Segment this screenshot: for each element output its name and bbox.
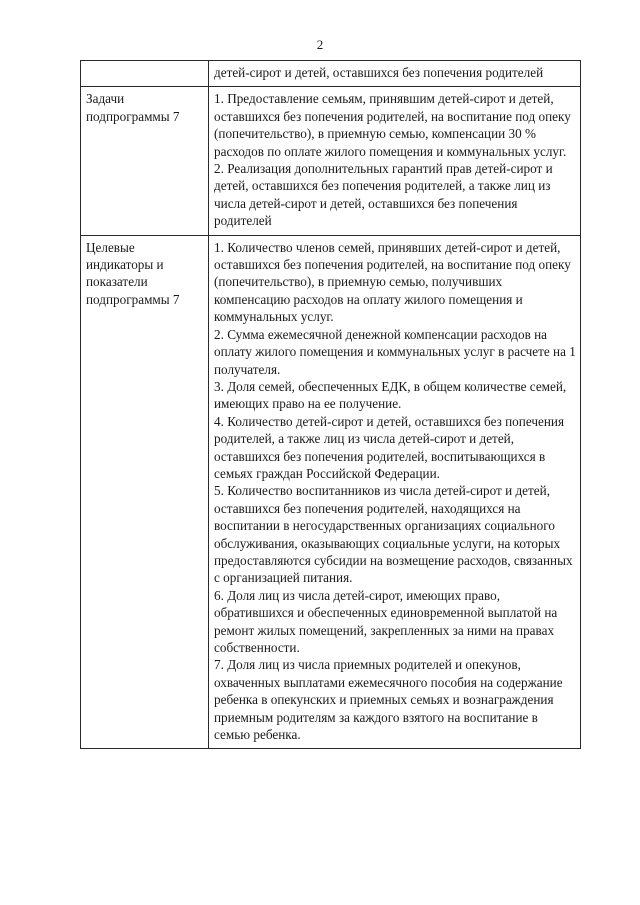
row-content-cell bbox=[209, 61, 581, 87]
content-paragraph: 7. Доля лиц из числа приемных родителей и опекунов, охваченных выплатами ежемесячного пособия на содержание ребенка в опекунских и приемных семьях и вознаграждения приемным родителям за каждого взятого на воспитание в семью ребенка. bbox=[214, 657, 563, 743]
row-content-cell bbox=[209, 87, 581, 235]
content-paragraph: 3. Доля семей, обеспеченных ЕДК, в общем количестве семей, имеющих право на ее получение. bbox=[214, 378, 567, 412]
table-row bbox=[81, 61, 581, 87]
content-paragraph: 6. Доля лиц из числа детей-сирот, имеющих право, обратившихся и обеспеченных единовременной выплатой на ремонт жилых помещений, закрепленных за ними на правах собственности. bbox=[214, 587, 558, 655]
content-paragraph: 1. Предоставление семьям, принявшим детей-сирот и детей, оставшихся без попечения родителей, на воспитание под опеку (попечительство), в приемную семью, компенсации 30 % расходов по оплате жилого помещения и коммунальных услуг. bbox=[214, 91, 571, 159]
row-label-cell: Задачи подпрограммы 7 bbox=[81, 87, 209, 235]
row-label-cell: Целевые индикаторы и показатели подпрограммы 7 bbox=[81, 235, 209, 749]
content-paragraph: детей-сирот и детей, оставшихся без попечения родителей bbox=[214, 65, 544, 80]
table-row bbox=[81, 235, 581, 749]
row-label-cell bbox=[81, 61, 209, 87]
content-paragraph: 5. Количество воспитанников из числа детей-сирот и детей, оставшихся без попечения родителей, находящихся на воспитании в негосударственных организациях социального обслуживания, оказывающих социальные услуги, на которых предоставляются субсидии на возмещение расходов, связанных с организацией питания. bbox=[214, 483, 573, 586]
content-paragraph: 2. Сумма ежемесячной денежной компенсации расходов на оплату жилого помещения и коммунальных услуг в расчете на 1 получателя. bbox=[214, 326, 576, 377]
table-row bbox=[81, 87, 581, 235]
row-content-cell bbox=[209, 235, 581, 749]
content-paragraph: 1. Количество членов семей, принявших детей-сирот и детей, оставшихся без попечения родителей, на воспитание под опеку (попечительство), в приемную семью, получивших компенсацию расходов на оплату жилого помещения и коммунальных услуг. bbox=[214, 239, 571, 325]
subprogram-table bbox=[80, 60, 581, 749]
page-number: 2 bbox=[316, 37, 324, 52]
content-paragraph: 4. Количество детей-сирот и детей, оставшихся без попечения родителей, а также лиц из числа детей-сирот и детей, оставшихся без попечения родителей, воспитывающихся в семьях граждан Российской Федерации. bbox=[214, 413, 565, 481]
content-paragraph: 2. Реализация дополнительных гарантий прав детей-сирот и детей, оставшихся без попечения родителей, а также лиц из числа детей-сирот и детей, оставшихся без попечения родителей bbox=[214, 161, 553, 229]
